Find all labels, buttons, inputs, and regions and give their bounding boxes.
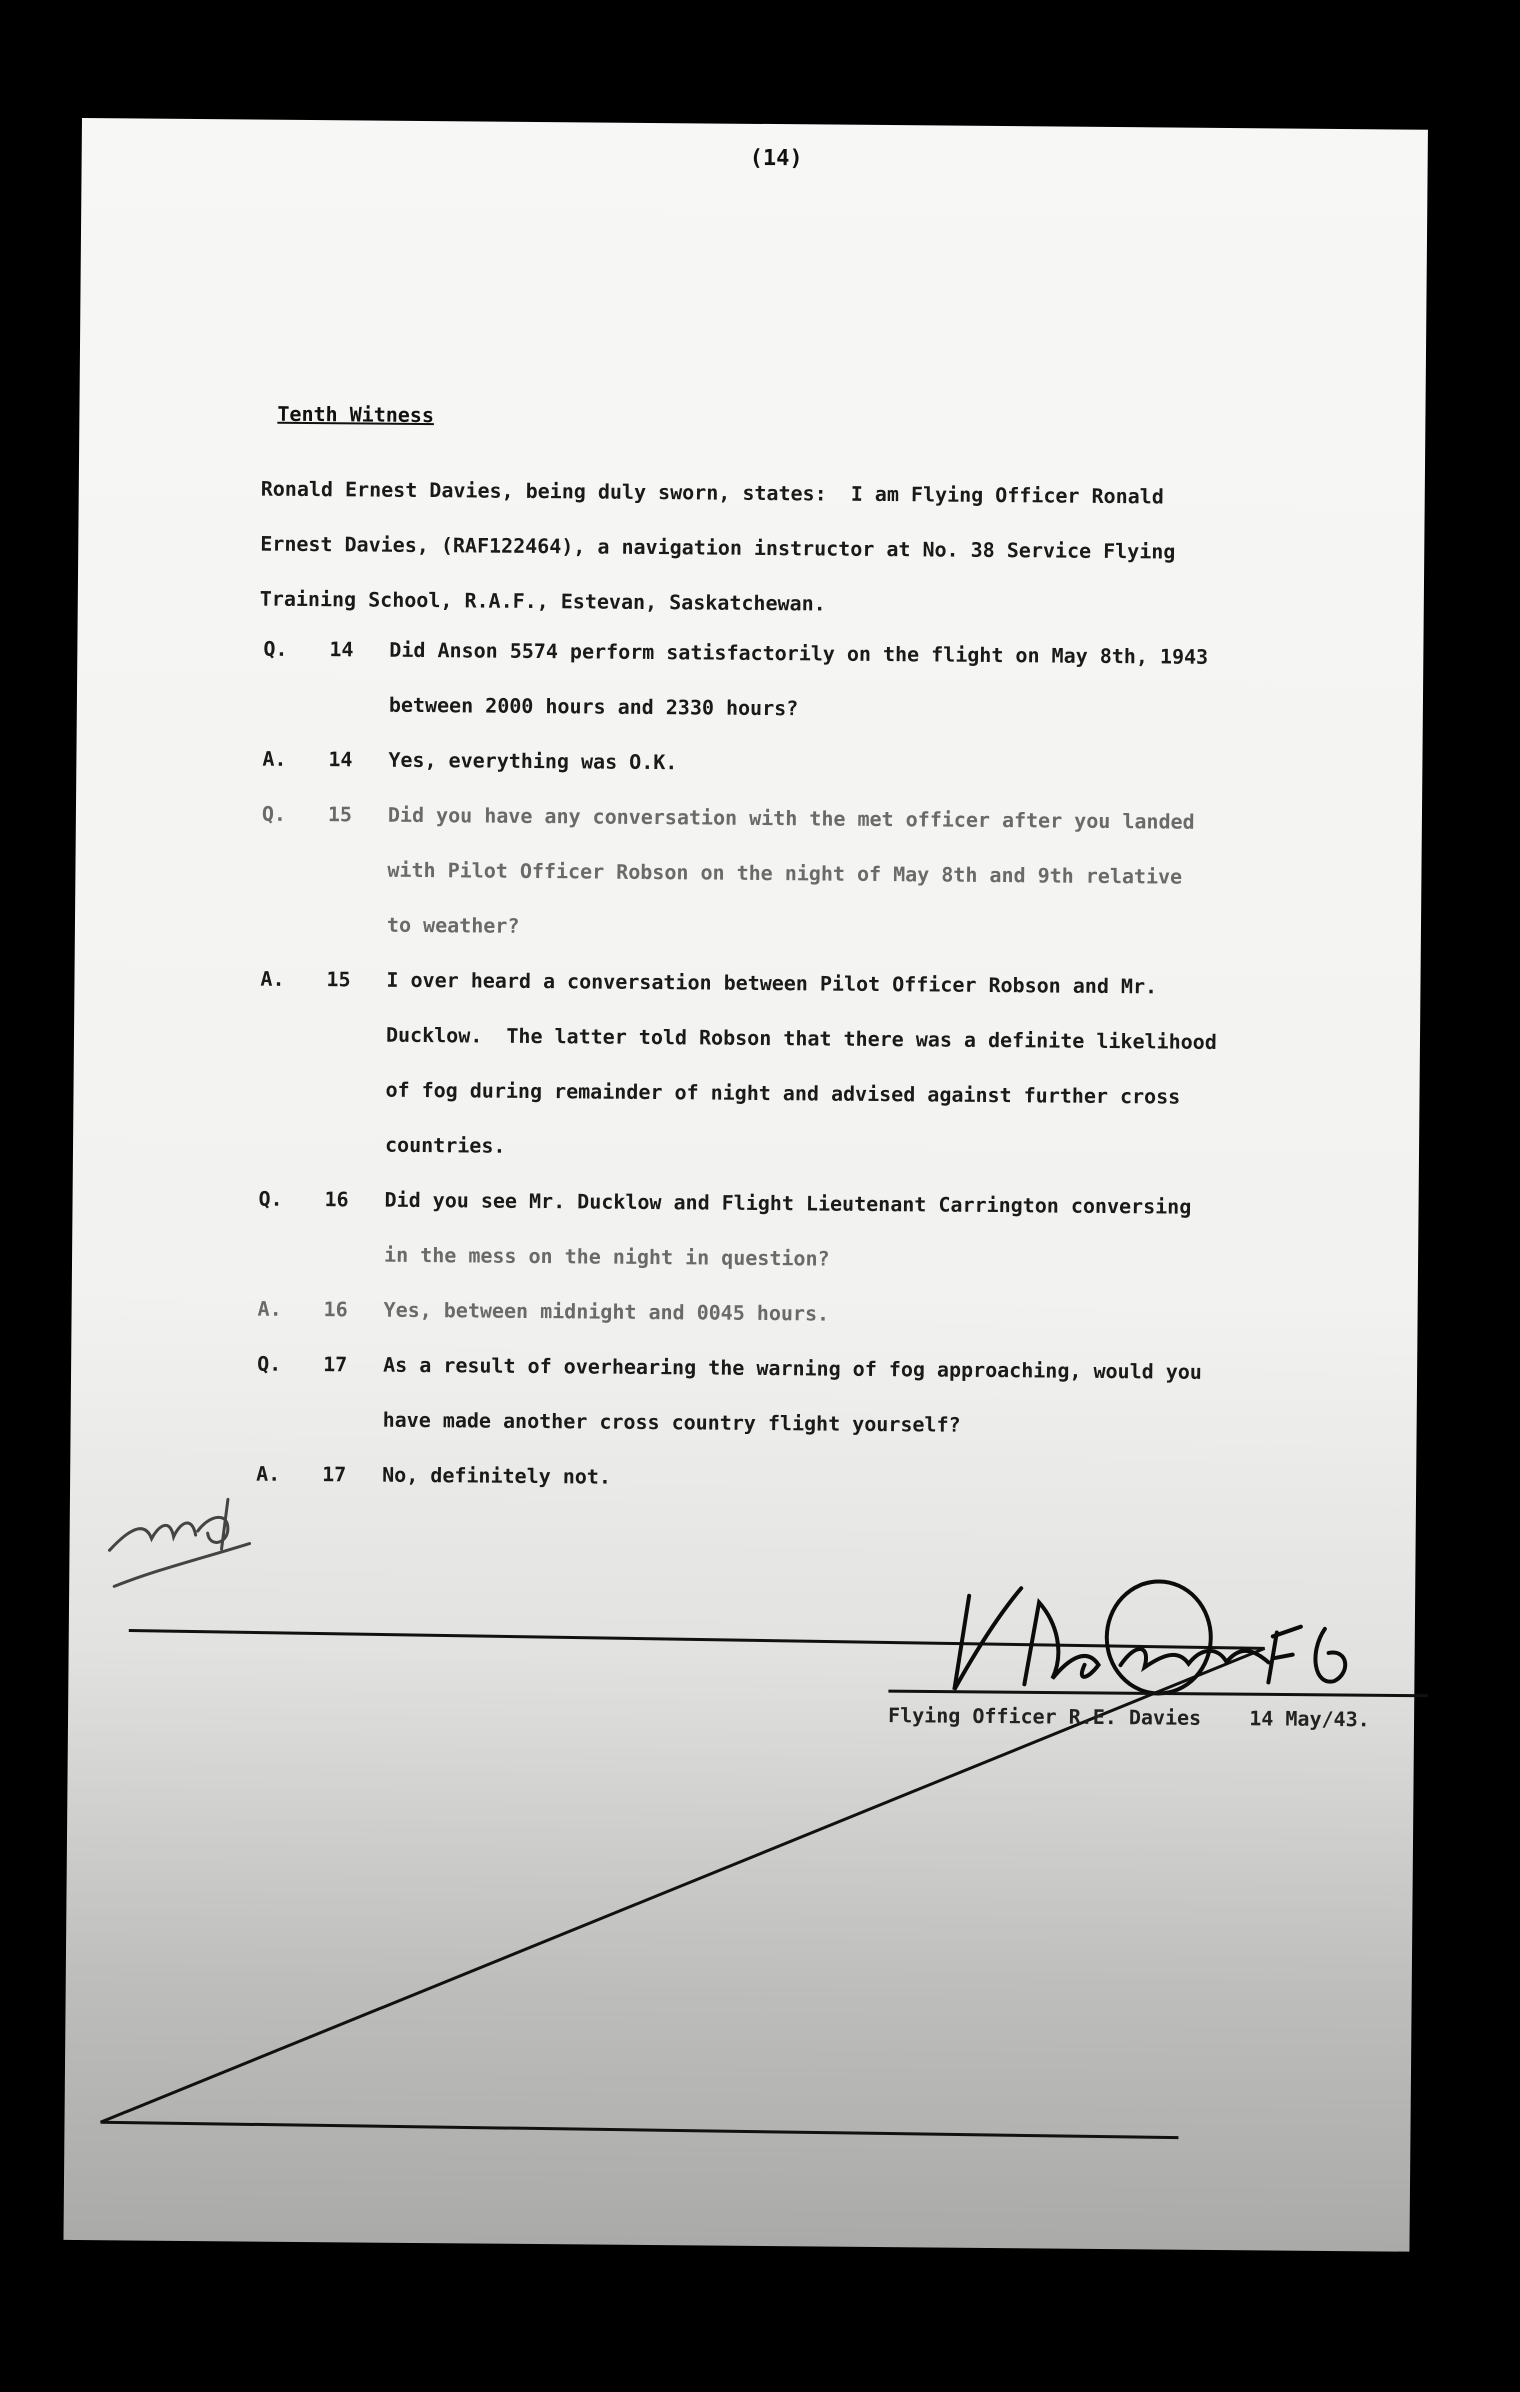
signature-image — [888, 1565, 1429, 1710]
qa-number: 15 — [326, 967, 351, 992]
qa-kind: A. — [256, 1461, 281, 1486]
signature-caption: Flying Officer R.E. Davies 14 May/43. — [887, 1703, 1370, 1732]
statement-line: Training School, R.A.F., Estevan, Saskatchewan. — [259, 586, 826, 616]
qa-number: 14 — [328, 747, 353, 772]
qa-kind: A. — [262, 746, 287, 771]
qa-text-line: with Pilot Officer Robson on the night of May 8th and 9th relative — [387, 857, 1183, 889]
qa-kind: Q. — [258, 1186, 283, 1211]
signature-block — [888, 1565, 1429, 1740]
page-number: (14) — [749, 145, 803, 172]
qa-text-line: Yes, between midnight and 0045 hours. — [383, 1297, 830, 1326]
qa-text-line: of fog during remainder of night and advised against further cross — [385, 1077, 1181, 1109]
qa-kind: A. — [257, 1296, 282, 1321]
qa-text-line: Did Anson 5574 perform satisfactorily on the flight on May 8th, 1943 — [389, 637, 1209, 669]
statement-line: Ronald Ernest Davies, being duly sworn, states: I am Flying Officer Ronald — [260, 476, 1164, 509]
qa-text-line: Ducklow. The latter told Robson that there was a definite likelihood — [385, 1022, 1217, 1054]
statement-line: Ernest Davies, (RAF122464), a navigation instructor at No. 38 Service Flying — [260, 531, 1176, 564]
qa-text-line: have made another cross country flight yourself? — [382, 1407, 961, 1437]
qa-text-line: I over heard a conversation between Pilot Officer Robson and Mr. — [386, 967, 1158, 999]
qa-text-line: Did you see Mr. Ducklow and Flight Lieutenant Carrington conversing — [384, 1187, 1192, 1219]
qa-text-line: Did you have any conversation with the met officer after you landed — [387, 802, 1195, 834]
qa-kind: Q. — [263, 636, 288, 661]
qa-text-line: No, definitely not. — [382, 1462, 612, 1489]
qa-text-line: in the mess on the night in question? — [383, 1242, 830, 1271]
qa-kind: Q. — [261, 801, 287, 826]
qa-text-line: As a result of overhearing the warning of fog approaching, would you — [383, 1352, 1203, 1384]
qa-kind: A. — [260, 966, 285, 991]
qa-number: 15 — [327, 802, 353, 827]
qa-text-line: Yes, everything was O.K. — [388, 747, 678, 775]
document-page — [63, 118, 1427, 2252]
qa-kind: Q. — [257, 1351, 282, 1376]
qa-text-line: to weather? — [386, 912, 520, 938]
page-markings — [63, 118, 1427, 2252]
section-heading: Tenth Witness — [277, 401, 435, 428]
qa-text-line: between 2000 hours and 2330 hours? — [388, 692, 799, 721]
qa-number: 14 — [329, 637, 354, 662]
qa-number: 17 — [323, 1352, 348, 1377]
handwritten-initials — [109, 1498, 250, 1587]
qa-number: 16 — [323, 1297, 348, 1322]
qa-text-line: countries. — [384, 1132, 506, 1158]
qa-number: 17 — [322, 1462, 347, 1487]
qa-number: 16 — [324, 1187, 349, 1212]
